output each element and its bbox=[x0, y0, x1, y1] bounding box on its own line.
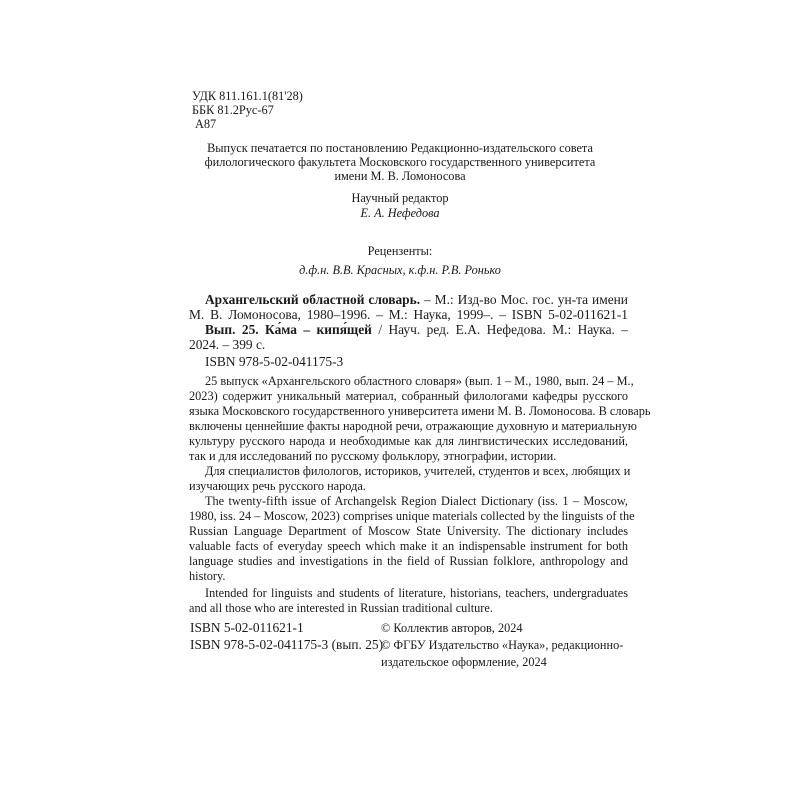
copyright-line: © Коллектив авторов, 2024 bbox=[381, 621, 523, 635]
abstract-line: 1980, iss. 24 – Moscow, 2023) comprises unique materials collected by the linguists of the bbox=[189, 509, 635, 523]
bib-text: – М.: Изд-во Мос. гос. ун-та имени bbox=[424, 292, 628, 307]
reviewers-names: д.ф.н. В.В. Красных, к.ф.н. Р.В. Ронько bbox=[299, 263, 501, 277]
copyright-line: издательское оформление, 2024 bbox=[381, 655, 547, 669]
abstract-line: 2023) содержит уникальный материал, собранный филологами кафедры русского bbox=[189, 389, 628, 403]
isbn: ISBN 5-02-011621-1 bbox=[190, 620, 304, 635]
editor-label: Научный редактор bbox=[351, 191, 449, 205]
abstract-line: включены ценнейшие факты народной речи, отражающие духовную и материальную bbox=[189, 419, 637, 433]
bib-isbn: ISBN 978-5-02-041175-3 bbox=[205, 354, 344, 369]
abstract-line: language studies and investigations in the field of Russian folklore, anthropology and bbox=[189, 554, 628, 568]
approval-line: филологического факультета Московского государственного университета bbox=[204, 155, 596, 169]
author-mark: А87 bbox=[195, 117, 217, 131]
bib-line bbox=[205, 292, 628, 307]
abstract-line: культуру русского народа и необходимые как для лингвистических исследований, bbox=[189, 434, 628, 448]
abstract-line: так и для исследований по русскому фольклору, этнографии, истории. bbox=[189, 449, 557, 463]
audience-line: Intended for linguists and students of literature, historians, teachers, undergraduates bbox=[205, 586, 628, 600]
abstract-line: history. bbox=[189, 569, 226, 583]
isbn: ISBN 978-5-02-041175-3 (вып. 25) bbox=[190, 637, 384, 652]
bib-line: М. В. Ломоносова, 1980–1996. – М.: Наука, 1999–. – ISBN 5-02-011621-1 bbox=[189, 307, 628, 322]
abstract-line: Russian Language Department of Moscow State University. The dictionary includes bbox=[189, 524, 628, 538]
copyright-line: © ФГБУ Издательство «Наука», редакционно- bbox=[381, 638, 624, 652]
abstract-line: языка Московского государственного университета имени М. В. Ломоносова. В словарь bbox=[189, 404, 651, 418]
editor-name: Е. А. Нефедова bbox=[360, 206, 440, 220]
bib-line bbox=[205, 322, 628, 337]
udk-code: УДК 811.161.1(81'28) bbox=[192, 89, 303, 103]
abstract-line: 25 выпуск «Архангельского областного словаря» (вып. 1 – М., 1980, вып. 24 – М., bbox=[205, 374, 634, 388]
dictionary-title: Архангельский областной словарь. bbox=[205, 292, 421, 307]
approval-line: имени М. В. Ломоносова bbox=[334, 169, 466, 183]
audience-line: Для специалистов филологов, историков, учителей, студентов и всех, любящих и bbox=[205, 464, 631, 478]
bib-text: / Науч. ред. Е.А. Нефедова. М.: Наука. – bbox=[378, 322, 628, 337]
issue-title: Вып. 25. Ка́ма – кипя́щей bbox=[205, 322, 372, 337]
audience-line: and all those who are interested in Russian traditional culture. bbox=[189, 601, 493, 615]
approval-line: Выпуск печатается по постановлению Редакционно-издательского совета bbox=[207, 141, 593, 155]
bib-line: 2024. – 399 с. bbox=[189, 337, 266, 352]
bbk-code: ББК 81.2Рус-67 bbox=[192, 103, 274, 117]
reviewers-label: Рецензенты: bbox=[367, 244, 433, 258]
audience-line: изучающих речь русского народа. bbox=[189, 479, 366, 493]
abstract-line: valuable facts of everyday speech which make it an indispensable instrument for both bbox=[189, 539, 628, 553]
abstract-line: The twenty-fifth issue of Archangelsk Region Dialect Dictionary (iss. 1 – Moscow, bbox=[205, 494, 628, 508]
